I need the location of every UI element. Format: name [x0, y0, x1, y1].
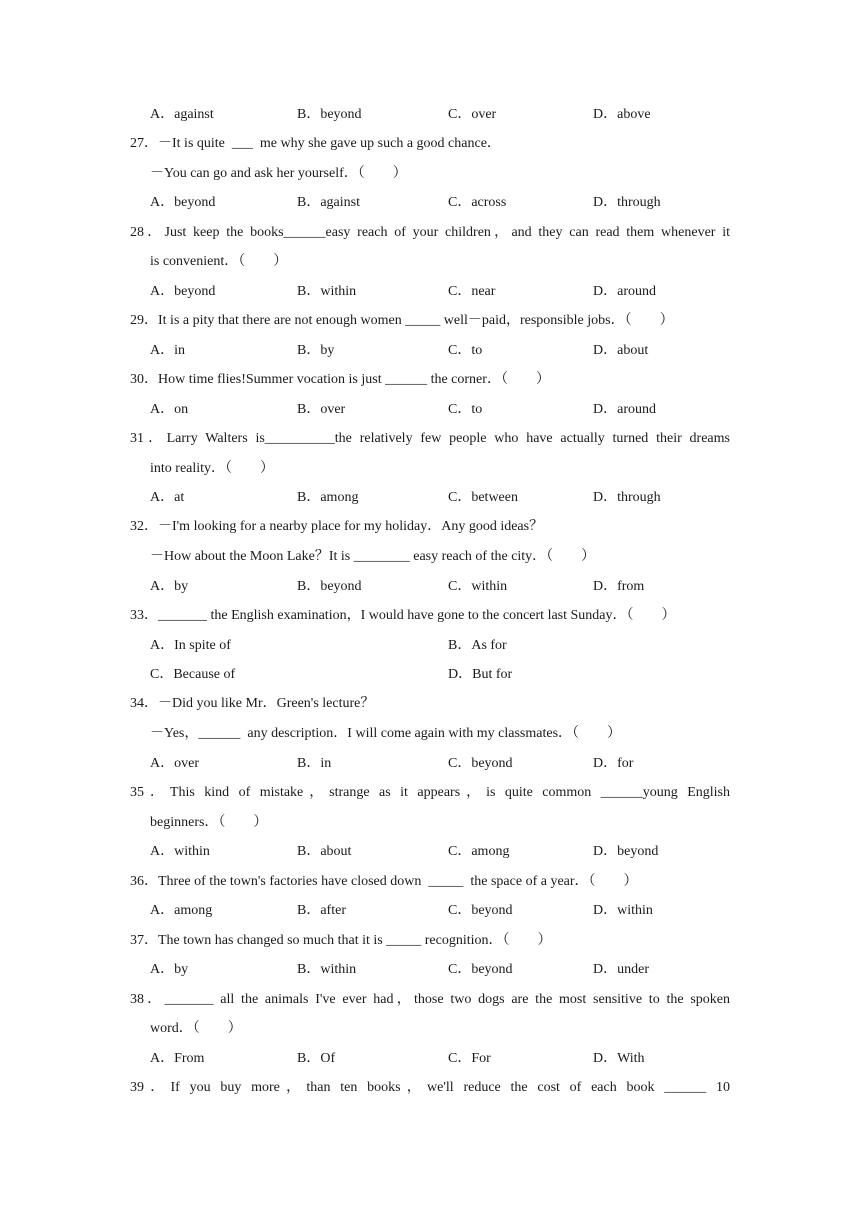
option-c: C．within: [448, 579, 508, 594]
question-28-stem-cont: is convenient．（ ）: [150, 254, 288, 269]
option-a: A．within: [150, 844, 210, 859]
question-38-stem: 38．_______ all the animals I've ever had，those two dogs are the most sensitive to the spoken: [130, 992, 730, 1007]
option-b: B．within: [297, 284, 357, 299]
option-c: C．beyond: [448, 903, 513, 918]
option-c: C．across: [448, 195, 507, 210]
option-b: B．over: [297, 402, 346, 417]
question-32-reply: －How about the Moon Lake？It is ________ easy reach of the city．（ ）: [150, 549, 596, 564]
option-d: D．beyond: [593, 844, 659, 859]
option-a: A．in: [150, 343, 185, 358]
option-c: C．beyond: [448, 962, 513, 977]
option-a: A．by: [150, 579, 189, 594]
option-b: B．beyond: [297, 579, 362, 594]
question-32-stem: 32．－I'm looking for a nearby place for my holiday．Any good ideas？: [130, 519, 544, 534]
option-d: D．around: [593, 284, 656, 299]
question-37-stem: 37．The town has changed so much that it is _____ recognition．（ ）: [130, 933, 552, 948]
option-d: D．around: [593, 402, 656, 417]
option-b: B．among: [297, 490, 359, 505]
option-d: D．about: [593, 343, 649, 358]
option-d: D．through: [593, 195, 661, 210]
option-c: C．among: [448, 844, 510, 859]
option-d: D．through: [593, 490, 661, 505]
option-c: C．over: [448, 107, 497, 122]
question-30-stem: 30．How time flies!Summer vocation is just ______ the corner．（ ）: [130, 372, 550, 387]
option-a: A．In spite of: [150, 638, 231, 653]
question-38-stem-cont: word．（ ）: [150, 1021, 242, 1036]
option-b: B．after: [297, 903, 346, 918]
question-27-stem: 27．－It is quite ___ me why she gave up such a good chance．: [130, 136, 501, 151]
option-d: D．for: [593, 756, 634, 771]
option-c: C．to: [448, 343, 483, 358]
option-c: C．near: [448, 284, 496, 299]
question-27-reply: －You can go and ask her yourself．（ ）: [150, 166, 407, 181]
option-a: A．on: [150, 402, 189, 417]
option-b: B．in: [297, 756, 332, 771]
question-39-stem: 39．If you buy more，than ten books，we'll reduce the cost of each book ______ 10: [130, 1080, 730, 1095]
option-d: D．within: [593, 903, 653, 918]
option-b: B．by: [297, 343, 335, 358]
question-35-stem: 35．This kind of mistake，strange as it appears，is quite common ______young English: [130, 785, 730, 800]
question-33-stem: 33．_______ the English examination，I would have gone to the concert last Sunday．（ ）: [130, 608, 676, 623]
option-a: A．against: [150, 107, 214, 122]
option-d: D．With: [593, 1051, 645, 1066]
question-31-stem: 31．Larry Walters is__________the relatively few people who have actually turned their dreams: [130, 431, 730, 446]
question-29-stem: 29．It is a pity that there are not enough women _____ well－paid，responsible jobs．（ ）: [130, 313, 674, 328]
question-28-stem: 28．Just keep the books______easy reach of your children，and they can read them whenever it: [130, 225, 730, 240]
option-a: A．at: [150, 490, 185, 505]
question-31-stem-cont: into reality．（ ）: [150, 461, 275, 476]
question-34-stem: 34．－Did you like Mr．Green's lecture？: [130, 696, 375, 711]
question-34-reply: －Yes，______ any description．I will come again with my classmates．（ ）: [150, 726, 622, 741]
option-c: C．Because of: [150, 667, 236, 682]
question-36-stem: 36．Three of the town's factories have closed down _____ the space of a year．（ ）: [130, 874, 638, 889]
option-a: A．From: [150, 1051, 205, 1066]
option-b: B．As for: [448, 638, 507, 653]
option-c: C．to: [448, 402, 483, 417]
option-a: A．by: [150, 962, 189, 977]
option-a: A．beyond: [150, 284, 216, 299]
option-b: B．within: [297, 962, 357, 977]
option-c: C．between: [448, 490, 518, 505]
option-c: C．beyond: [448, 756, 513, 771]
option-d: D．But for: [448, 667, 513, 682]
option-c: C．For: [448, 1051, 491, 1066]
option-a: A．over: [150, 756, 199, 771]
option-a: A．among: [150, 903, 213, 918]
option-b: B．against: [297, 195, 360, 210]
question-35-stem-cont: beginners．（ ）: [150, 815, 268, 830]
option-d: D．from: [593, 579, 645, 594]
option-b: B．about: [297, 844, 352, 859]
option-d: D．above: [593, 107, 651, 122]
option-d: D．under: [593, 962, 649, 977]
option-a: A．beyond: [150, 195, 216, 210]
option-b: B．beyond: [297, 107, 362, 122]
option-b: B．Of: [297, 1051, 336, 1066]
